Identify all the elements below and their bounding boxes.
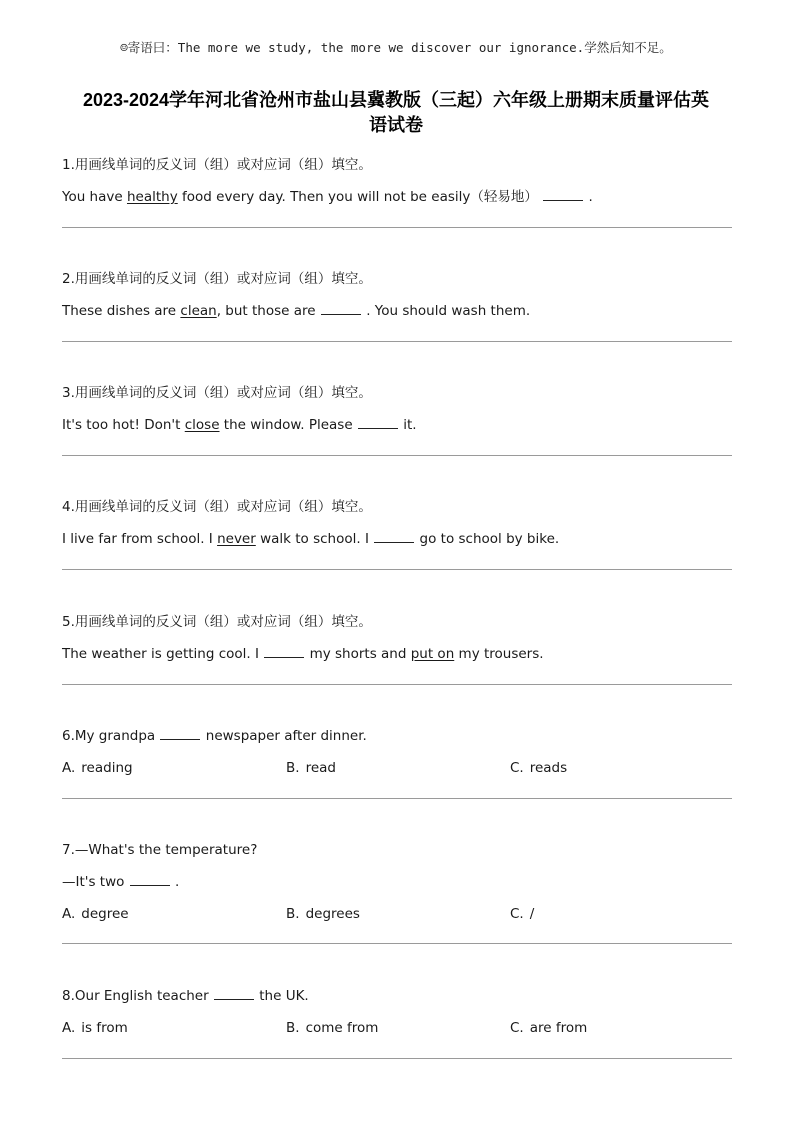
option-text: read [305, 760, 336, 776]
underlined-word: close [184, 417, 220, 433]
stem-text: newspaper after dinner. [205, 728, 367, 744]
question-prompt: 3.用画线单词的反义词（组）或对应词（组）填空。 [62, 385, 372, 401]
question-prompt: 2.用画线单词的反义词（组）或对应词（组）填空。 [62, 271, 372, 287]
divider [62, 943, 732, 944]
option-key: C. [510, 1020, 524, 1036]
options [62, 905, 732, 923]
question-stem [62, 987, 732, 1019]
underlined-word: healthy [126, 189, 178, 205]
question-stem [62, 727, 732, 759]
question-3 [62, 384, 732, 448]
option-text: degree [81, 906, 129, 922]
stem-text: 6.My grandpa [62, 728, 156, 744]
title-line-1: 2023-2024学年河北省沧州市盐山县冀教版（三起）六年级上册期末质量评估英 [82, 90, 710, 110]
option-text: come from [305, 1020, 379, 1036]
sentence-text: I live far from school. I [62, 531, 218, 547]
sentence-text: the window. Please [219, 417, 353, 433]
stem-text: the UK. [259, 988, 309, 1004]
title-line-2: 语试卷 [369, 115, 423, 135]
option-text: / [529, 906, 535, 922]
question-prompt: 4.用画线单词的反义词（组）或对应词（组）填空。 [62, 499, 372, 515]
answer-blank[interactable] [130, 873, 170, 886]
option-key: C. [510, 760, 524, 776]
option-key: C. [510, 906, 524, 922]
option-b[interactable] [286, 905, 360, 923]
option-text: are from [529, 1020, 588, 1036]
answer-blank[interactable] [264, 645, 304, 658]
question-5 [62, 613, 732, 677]
divider [62, 798, 732, 799]
sentence-text: it. [403, 417, 417, 433]
question-stem: 7.—What's the temperature? [62, 842, 258, 858]
sentence-text: You have [62, 189, 127, 205]
option-b[interactable] [286, 1019, 378, 1037]
divider [62, 569, 732, 570]
divider [62, 1058, 732, 1059]
answer-blank[interactable] [543, 188, 583, 201]
underlined-word: clean [180, 303, 217, 319]
sentence-text: It's too hot! Don't [62, 417, 185, 433]
question-prompt: 5.用画线单词的反义词（组）或对应词（组）填空。 [62, 614, 372, 630]
question-sentence [62, 530, 732, 562]
stem-text: 8.Our English teacher [62, 988, 209, 1004]
option-text: reads [529, 760, 568, 776]
motto: ☺寄语曰：The more we study, the more we discover our ignorance.学然后知不足。 [120, 40, 672, 55]
underlined-word: never [217, 531, 256, 547]
option-a[interactable] [62, 905, 129, 923]
option-key: B. [286, 906, 300, 922]
option-key: A. [62, 760, 76, 776]
option-c[interactable] [510, 905, 534, 923]
option-c[interactable] [510, 759, 567, 777]
sentence-text: , but those are [216, 303, 316, 319]
divider [62, 455, 732, 456]
question-sentence [62, 416, 732, 448]
sentence-text: The weather is getting cool. I [62, 646, 259, 662]
question-sentence [62, 188, 732, 220]
question-sentence [62, 302, 732, 334]
divider [62, 684, 732, 685]
sentence-text: go to school by bike. [419, 531, 560, 547]
stem-text: —It's two [62, 874, 125, 890]
question-8 [62, 987, 732, 1037]
option-text: reading [81, 760, 133, 776]
stem-text: . [175, 874, 180, 890]
answer-blank[interactable] [214, 987, 254, 1000]
answer-blank[interactable] [321, 302, 361, 315]
question-2 [62, 270, 732, 334]
sentence-text: . [588, 189, 593, 205]
page-title [40, 88, 752, 138]
sentence-text: These dishes are [62, 303, 181, 319]
options [62, 759, 732, 777]
answer-blank[interactable] [160, 727, 200, 740]
sentence-text: . You should wash them. [366, 303, 531, 319]
option-a[interactable] [62, 759, 133, 777]
question-6 [62, 727, 732, 777]
underlined-word: put on [410, 646, 455, 662]
sentence-text: food every day. Then you will not be easily（轻易地） [177, 189, 538, 205]
question-4 [62, 498, 732, 562]
answer-blank[interactable] [358, 416, 398, 429]
option-key: B. [286, 760, 300, 776]
divider [62, 341, 732, 342]
answer-blank[interactable] [374, 530, 414, 543]
question-7 [62, 841, 732, 923]
sentence-text: walk to school. I [255, 531, 369, 547]
divider [62, 227, 732, 228]
options [62, 1019, 732, 1037]
option-key: A. [62, 906, 76, 922]
sentence-text: my trousers. [454, 646, 544, 662]
option-key: A. [62, 1020, 76, 1036]
option-text: is from [81, 1020, 128, 1036]
option-key: B. [286, 1020, 300, 1036]
question-prompt: 1.用画线单词的反义词（组）或对应词（组）填空。 [62, 157, 372, 173]
option-c[interactable] [510, 1019, 587, 1037]
question-sentence [62, 645, 732, 677]
sentence-text: my shorts and [309, 646, 411, 662]
option-a[interactable] [62, 1019, 128, 1037]
question-stem [62, 873, 732, 905]
question-1 [62, 156, 732, 220]
option-text: degrees [305, 906, 360, 922]
option-b[interactable] [286, 759, 336, 777]
